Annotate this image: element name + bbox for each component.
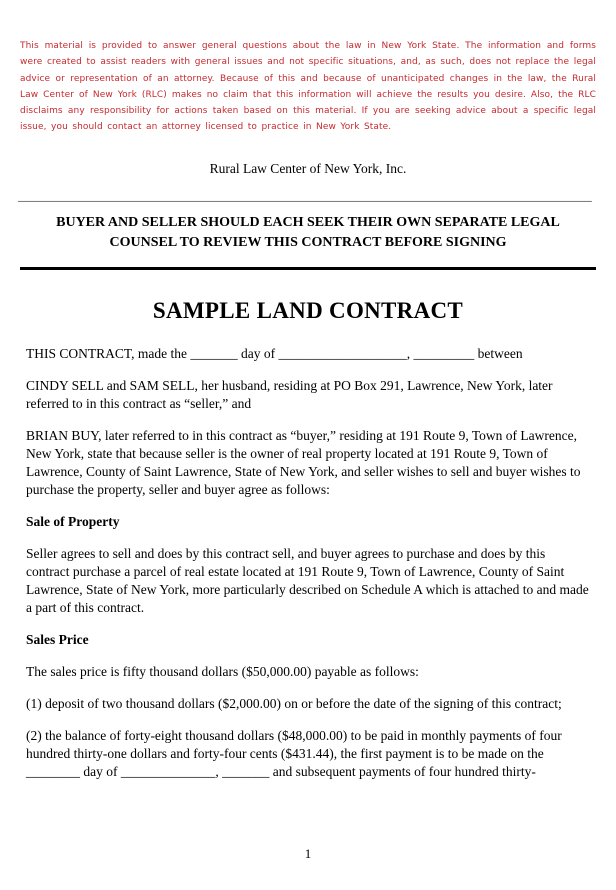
paragraph-sale-of-property: Seller agrees to sell and does by this contract sell, and buyer agrees to purchase and does by this contract purchase a parcel of real estate located at 191 Route 9, Town of Lawrence, County of Saint Lawrence, State of New York, more particularly described on Schedule A which is attached to and made a part of this contract.: [26, 545, 589, 615]
paragraph-buyer-intro: BRIAN BUY, later referred to in this contract as “buyer,” residing at 191 Route 9, Town of Lawrence, New York, state that because seller is the owner of real property located at 191 Route 9, Town of Lawrence, County of Saint Lawrence, State of New York, and seller wishes to sell and buyer wishes to purchase the property, seller and buyer agree as follows:: [26, 427, 581, 497]
org-name: Rural Law Center of New York, Inc.: [209, 160, 407, 176]
disclaimer-paragraph: This material is provided to answer general questions about the law in New York State. The information and forms were created to assist readers with general issues and not specific situations, and, as such, does not replace the legal advice or representation of an attorney. Because of this and because of unanticipated changes in the law, the Rural Law Center of New York (RLC) makes no claim that this information will achieve the results you desire. Also, the RLC disclaims any responsibility for actions taken based on this material. If you are seeking advice about a specific legal issue, you should contact an attorney licensed to practice in New York State.: [20, 41, 596, 133]
paragraph-seller-intro: CINDY SELL and SAM SELL, her husband, residing at PO Box 291, Lawrence, New York, later referred to in this contract as “seller,” and: [26, 377, 553, 411]
section-heading-sale-of-property: Sale of Property: [26, 513, 120, 529]
paragraph-sales-price-intro: The sales price is fifty thousand dollars ($50,000.00) payable as follows:: [26, 663, 419, 679]
paragraph-this-contract: THIS CONTRACT, made the _______ day of ___________________, _________ between: [26, 345, 523, 361]
counsel-notice: BUYER AND SELLER SHOULD EACH SEEK THEIR OWN SEPARATE LEGAL COUNSEL TO REVIEW THIS CONTRACT BEFORE SIGNING: [56, 214, 560, 251]
paragraph-deposit-term: (1) deposit of two thousand dollars ($2,000.00) on or before the date of the signing of this contract;: [26, 695, 562, 711]
contract-body: [26, 345, 590, 781]
document-title: SAMPLE LAND CONTRACT: [152, 297, 464, 323]
section-divider-rule: [20, 267, 596, 270]
section-heading-sales-price: Sales Price: [26, 631, 89, 647]
underscore-divider: _____________________________________________________________________________________: [18, 188, 592, 203]
paragraph-balance-term: (2) the balance of forty-eight thousand dollars ($48,000.00) to be paid in monthly payments of four hundred thirty-one dollars and forty-four cents ($431.44), the first payment is to be made on the ________ day of ______________, _______ and subsequent payments of four hundred thirty-: [26, 727, 562, 779]
page-number: 1: [304, 846, 312, 861]
